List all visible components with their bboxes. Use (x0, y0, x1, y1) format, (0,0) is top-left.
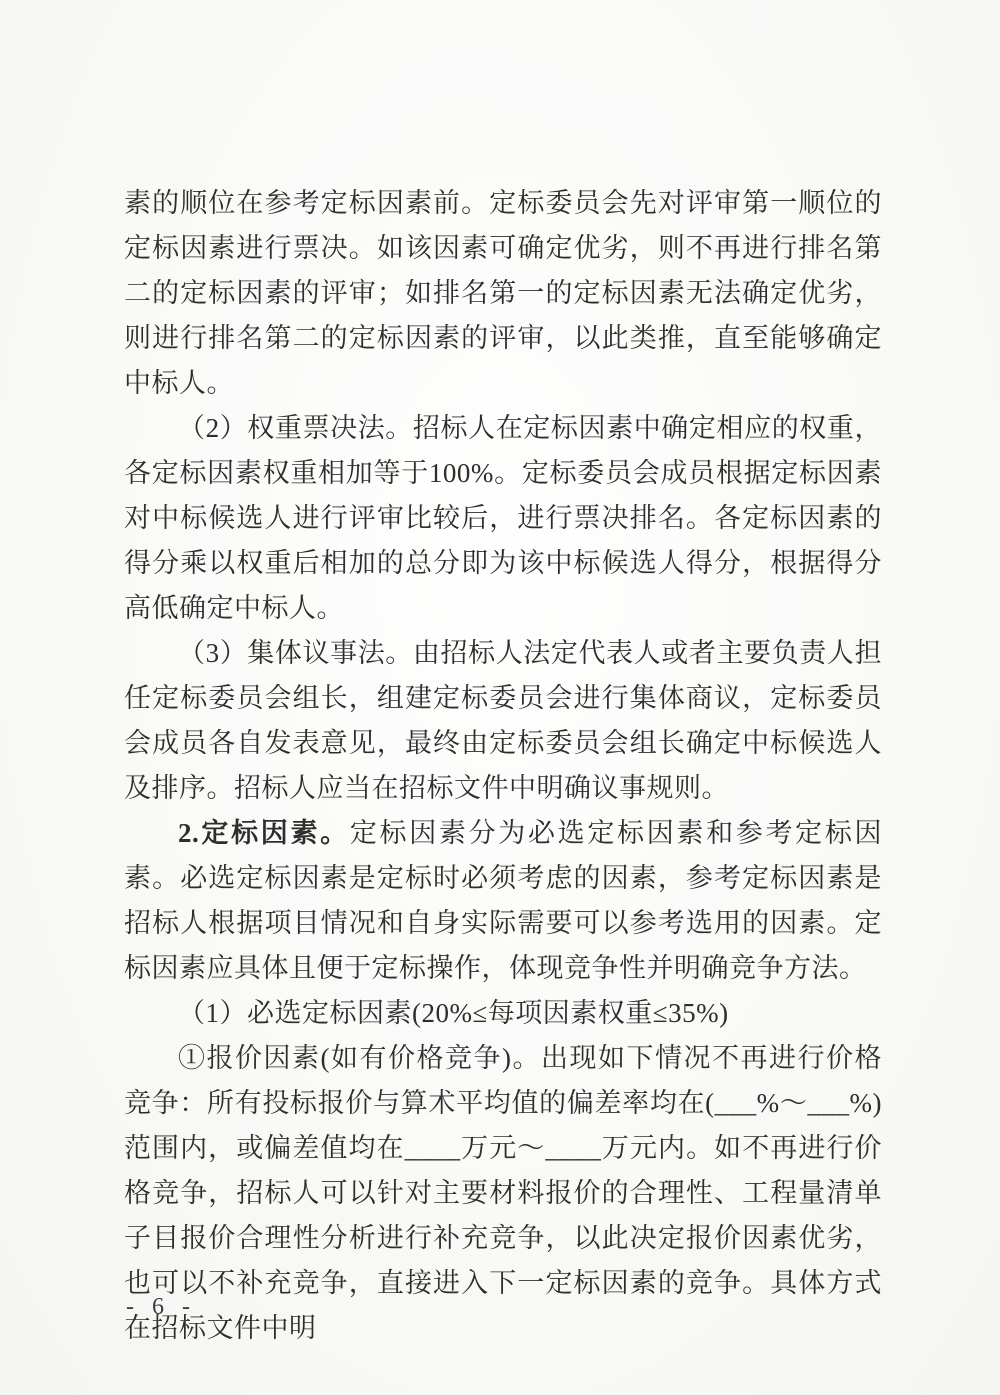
text-run: （1）必选定标因素(20%≤每项因素权重≤35%) (178, 998, 729, 1028)
para-price-factor (124, 1036, 882, 1351)
text-run: ①报价因素(如有价格竞争)。出现如下情况不再进行价格竞争：所有投标报价与算术平均值的偏差率均在(___%～___%)范围内，或偏差值均在____万元～____万元内。如不再进行价格竞争，招标人可以针对主要材料报价的合理性、工程量清单子目报价合理性分析进行补充竞争，以此决定报价因素优劣，也可以不补充竞争，直接进入下一定标因素的竞争。具体方式在招标文件中明 (124, 1043, 882, 1343)
para-mandatory-factors-weight-range (124, 991, 882, 1036)
text-run: 定标因素分为必选定标因素和参考定标因素。必选定标因素是定标时必须考虑的因素，参考定标因素是招标人根据项目情况和自身实际需要可以参考选用的因素。定标因素应具体且便于定标操作，体现竞争性并明确竞争方法。 (124, 818, 882, 983)
document-body (124, 181, 882, 1351)
para-bid-determination-factors (124, 811, 882, 991)
text-run: 素的顺位在参考定标因素前。定标委员会先对评审第一顺位的定标因素进行票决。如该因素可确定优劣，则不再进行排名第二的定标因素的评审；如排名第一的定标因素无法确定优劣，则进行排名第二的定标因素的评审，以此类推，直至能够确定中标人。 (124, 188, 882, 398)
para-ordered-vote-method-continuation (124, 181, 882, 406)
page-number: - 6 - (126, 1294, 196, 1320)
text-run: （3）集体议事法。由招标人法定代表人或者主要负责人担任定标委员会组长，组建定标委员会进行集体商议，定标委员会成员各自发表意见，最终由定标委员会组长确定中标候选人及排序。招标人应当在招标文件中明确议事规则。 (124, 638, 882, 803)
para-collective-deliberation-method (124, 631, 882, 811)
para-weighted-vote-method (124, 406, 882, 631)
text-run: （2）权重票决法。招标人在定标因素中确定相应的权重，各定标因素权重相加等于100%。定标委员会成员根据定标因素对中标候选人进行评审比较后，进行票决排名。各定标因素的得分乘以权重后相加的总分即为该中标候选人得分，根据得分高低确定中标人。 (124, 413, 882, 623)
text-run: 2.定标因素。 (178, 818, 350, 848)
